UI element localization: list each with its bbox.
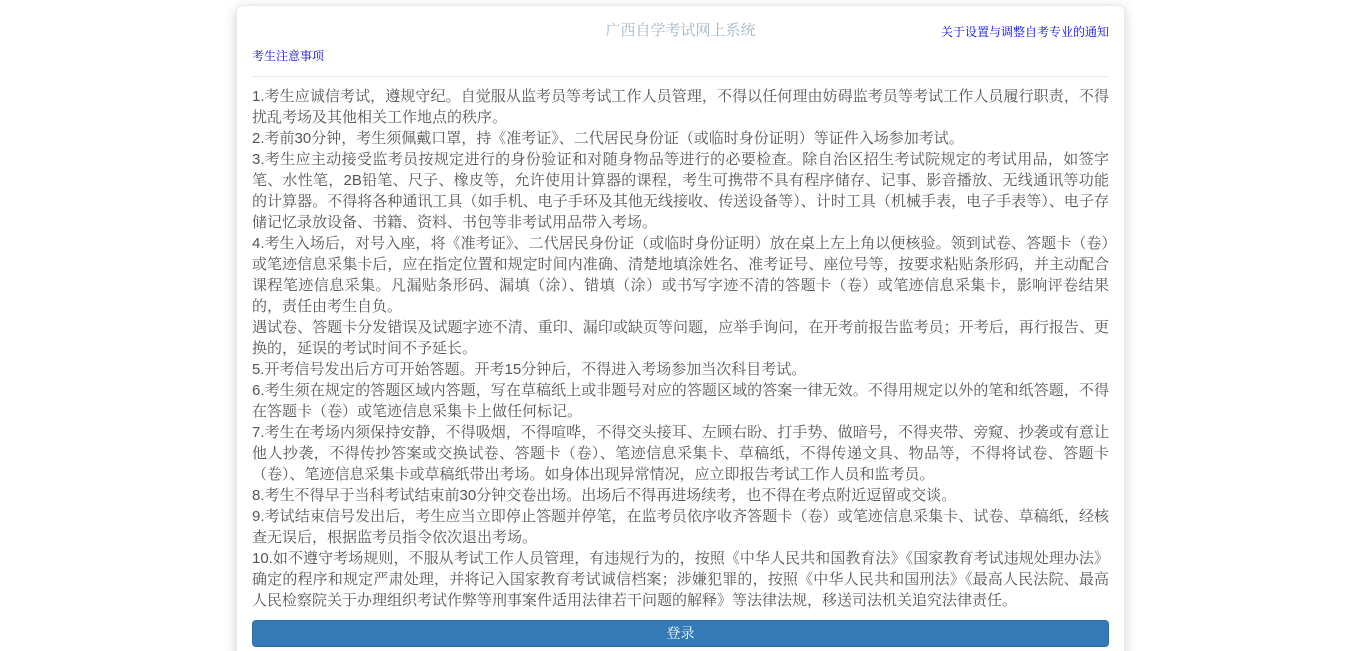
notice-paragraph: 9.考试结束信号发出后，考生应当立即停止答题并停笔，在监考员依序收齐答题卡（卷）或笔迹信息采集卡、试卷、草稿纸，经核查无误后，根据监考员指令依次退出考场。	[252, 508, 1109, 546]
candidate-notes-tab[interactable]: 考生注意事项	[252, 49, 325, 63]
notice-paragraph: 遇试卷、答题卡分发错误及试题字迹不清、重印、漏印或缺页等问题，应举手询问，在开考前报告监考员；开考后，再行报告、更换的，延误的考试时间不予延长。	[252, 319, 1109, 357]
header-divider	[252, 76, 1109, 77]
notice-paragraph: 2.考前30分钟，考生须佩戴口罩，持《准考证》、二代居民身份证（或临时身份证明）等证件入场参加考试。	[252, 130, 964, 147]
notice-text	[252, 77, 1109, 620]
notice-paragraph: 7.考生在考场内须保持安静，不得吸烟，不得喧哗，不得交头接耳、左顾右盼、打手势、做暗号，不得夹带、旁窥、抄袭或有意让他人抄袭，不得传抄答案或交换试卷、答题卡（卷）、笔迹信息采集卡、草稿纸，不得传递文具、物品等，不得将试卷、答题卡（卷）、笔迹信息采集卡或草稿纸带出考场。如身体出现异常情况，应立即报告考试工作人员和监考员。	[252, 424, 1109, 483]
notice-paragraph: 5.开考信号发出后方可开始答题。开考15分钟后，不得进入考场参加当次科目考试。	[252, 361, 807, 378]
exam-notice-panel	[236, 5, 1125, 651]
adjust-major-notice-link[interactable]: 关于设置与调整自考专业的通知	[940, 25, 1109, 39]
panel-header	[252, 19, 1109, 77]
notice-paragraph: 10.如不遵守考场规则，不服从考试工作人员管理，有违规行为的，按照《中华人民共和国教育法》《国家教育考试违规处理办法》确定的程序和规定严肃处理，并将记入国家教育考试诚信档案；涉嫌犯罪的，按照《中华人民共和国刑法》《最高人民法院、最高人民检察院关于办理组织考试作弊等刑事案件适用法律若干问题的解释》等法律法规，移送司法机关追究法律责任。	[252, 550, 1109, 609]
page-title: 广西自学考试网上系统	[605, 22, 756, 39]
notice-paragraph: 1.考生应诚信考试，遵规守纪。自觉服从监考员等考试工作人员管理，不得以任何理由妨碍监考员等考试工作人员履行职责，不得扰乱考场及其他相关工作地点的秩序。	[252, 88, 1109, 126]
notice-paragraph: 8.考生不得早于当科考试结束前30分钟交卷出场。出场后不得再进场续考，也不得在考点附近逗留或交谈。	[252, 487, 957, 504]
notice-paragraph: 4.考生入场后，对号入座，将《准考证》、二代居民身份证（或临时身份证明）放在桌上左上角以便核验。领到试卷、答题卡（卷）或笔迹信息采集卡后，应在指定位置和规定时间内准确、清楚地填涂姓名、准考证号、座位号等，按要求粘贴条形码，并主动配合课程笔迹信息采集。凡漏贴条形码、漏填（涂）、错填（涂）或书写字迹不清的答题卡（卷）或笔迹信息采集卡，影响评卷结果的，责任由考生自负。	[252, 235, 1109, 315]
notice-paragraph: 3.考生应主动接受监考员按规定进行的身份验证和对随身物品等进行的必要检查。除自治区招生考试院规定的考试用品，如签字笔、水性笔，2B铅笔、尺子、橡皮等，允许使用计算器的课程，考生可携带不具有程序储存、记事、影音播放、无线通讯等功能的计算器。不得将各种通讯工具（如手机、电子手环及其他无线接收、传送设备等）、计时工具（机械手表，电子手表等）、电子存储记忆录放设备、书籍、资料、书包等非考试用品带入考场。	[252, 151, 1109, 231]
login-button[interactable]: 登录	[252, 620, 1109, 647]
notice-paragraph: 6.考生须在规定的答题区域内答题，写在草稿纸上或非题号对应的答题区域的答案一律无效。不得用规定以外的笔和纸答题，不得在答题卡（卷）或笔迹信息采集卡上做任何标记。	[252, 382, 1109, 420]
